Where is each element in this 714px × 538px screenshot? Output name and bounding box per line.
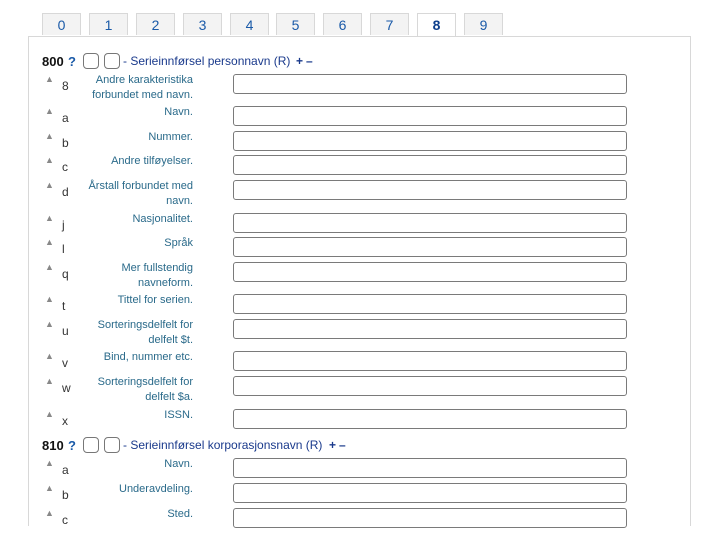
subfield-code: w: [62, 381, 71, 395]
subfield-input[interactable]: [233, 409, 627, 429]
triangle-up-icon[interactable]: ▲: [45, 262, 54, 272]
subfield-row: [0, 508, 714, 538]
subfield-label: Sorteringsdelfelt for delfelt $t.: [97, 319, 193, 346]
subfield-row: [0, 74, 714, 104]
subfield-label: Språk: [164, 237, 193, 249]
subfield-code: v: [62, 356, 68, 370]
tab-7[interactable]: 7: [370, 13, 409, 35]
subfield-label: Nasjonalitet.: [132, 213, 193, 225]
triangle-up-icon[interactable]: ▲: [45, 294, 54, 304]
subfield-code: d: [62, 185, 69, 199]
field-title: - Serieinnførsel korporasjonsnavn (R): [123, 438, 323, 452]
tab-9[interactable]: 9: [464, 13, 503, 35]
subfield-row: [0, 319, 714, 349]
tab-5[interactable]: 5: [276, 13, 315, 35]
subfield-label: Navn.: [164, 458, 193, 470]
subfield-input[interactable]: [233, 294, 627, 314]
indicator-1-input[interactable]: [83, 53, 99, 69]
triangle-up-icon[interactable]: ▲: [45, 131, 54, 141]
subfield-code: t: [62, 299, 66, 313]
subfield-label: Sted.: [167, 508, 193, 520]
subfield-row: [0, 180, 714, 210]
triangle-up-icon[interactable]: ▲: [45, 376, 54, 386]
help-link[interactable]: ?: [68, 438, 76, 453]
subfield-code: u: [62, 324, 69, 338]
subfield-input[interactable]: [233, 131, 627, 151]
subfield-label: Sorteringsdelfelt for delfelt $a.: [97, 376, 193, 403]
subfield-label: Årstall forbundet med navn.: [88, 180, 193, 207]
triangle-up-icon[interactable]: ▲: [45, 180, 54, 190]
field-tag: 800: [42, 54, 64, 69]
help-link[interactable]: ?: [68, 54, 76, 69]
subfield-input[interactable]: [233, 155, 627, 175]
subfield-input[interactable]: [233, 180, 627, 200]
subfield-label: Underavdeling.: [119, 483, 193, 495]
subfield-code: q: [62, 267, 69, 281]
triangle-up-icon[interactable]: ▲: [45, 458, 54, 468]
tab-2[interactable]: 2: [136, 13, 175, 35]
subfield-row: [0, 376, 714, 406]
field-title: - Serieinnførsel personnavn (R): [123, 54, 291, 68]
subfield-code: j: [62, 218, 65, 232]
triangle-up-icon[interactable]: ▲: [45, 213, 54, 223]
remove-field-button[interactable]: –: [339, 438, 346, 452]
add-field-button[interactable]: +: [329, 438, 337, 452]
triangle-up-icon[interactable]: ▲: [45, 409, 54, 419]
triangle-up-icon[interactable]: ▲: [45, 319, 54, 329]
subfield-code: b: [62, 136, 69, 150]
triangle-up-icon[interactable]: ▲: [45, 351, 54, 361]
indicator-1-input[interactable]: [83, 437, 99, 453]
subfield-input[interactable]: [233, 262, 627, 282]
add-field-button[interactable]: +: [296, 54, 304, 68]
subfield-input[interactable]: [233, 74, 627, 94]
subfield-code: b: [62, 488, 69, 502]
subfield-row: [0, 262, 714, 292]
subfield-label: ISSN.: [164, 409, 193, 421]
subfield-input[interactable]: [233, 508, 627, 528]
subfield-row: [0, 409, 714, 439]
subfield-label: Andre tilføyelser.: [111, 155, 193, 167]
subfield-code: a: [62, 463, 69, 477]
indicator-2-input[interactable]: [104, 437, 120, 453]
subfield-code: c: [62, 160, 68, 174]
indicator-2-input[interactable]: [104, 53, 120, 69]
remove-field-button[interactable]: –: [306, 54, 313, 68]
subfield-code: 8: [62, 79, 69, 93]
triangle-up-icon[interactable]: ▲: [45, 106, 54, 116]
subfield-label: Navn.: [164, 106, 193, 118]
tab-8[interactable]: 8: [417, 13, 456, 37]
subfield-code: l: [62, 242, 65, 256]
subfield-label: Mer fullstendig navneform.: [121, 262, 193, 289]
subfield-code: x: [62, 414, 68, 428]
triangle-up-icon[interactable]: ▲: [45, 508, 54, 518]
subfield-input[interactable]: [233, 458, 627, 478]
triangle-up-icon[interactable]: ▲: [45, 74, 54, 84]
subfield-input[interactable]: [233, 106, 627, 126]
subfield-input[interactable]: [233, 376, 627, 396]
subfield-code: a: [62, 111, 69, 125]
tab-0[interactable]: 0: [42, 13, 81, 35]
subfield-label: Nummer.: [148, 131, 193, 143]
subfield-label: Bind, nummer etc.: [103, 351, 193, 363]
subfield-input[interactable]: [233, 319, 627, 339]
triangle-up-icon[interactable]: ▲: [45, 237, 54, 247]
triangle-up-icon[interactable]: ▲: [45, 155, 54, 165]
tab-6[interactable]: 6: [323, 13, 362, 35]
tab-4[interactable]: 4: [230, 13, 269, 35]
triangle-up-icon[interactable]: ▲: [45, 483, 54, 493]
subfield-input[interactable]: [233, 483, 627, 503]
tab-1[interactable]: 1: [89, 13, 128, 35]
subfield-code: c: [62, 513, 68, 527]
field-tag: 810: [42, 438, 64, 453]
subfield-input[interactable]: [233, 213, 627, 233]
subfield-input[interactable]: [233, 351, 627, 371]
subfield-label: Andre karakteristika forbundet med navn.: [92, 74, 193, 101]
subfield-input[interactable]: [233, 237, 627, 257]
subfield-label: Tittel for serien.: [117, 294, 193, 306]
tab-3[interactable]: 3: [183, 13, 222, 35]
